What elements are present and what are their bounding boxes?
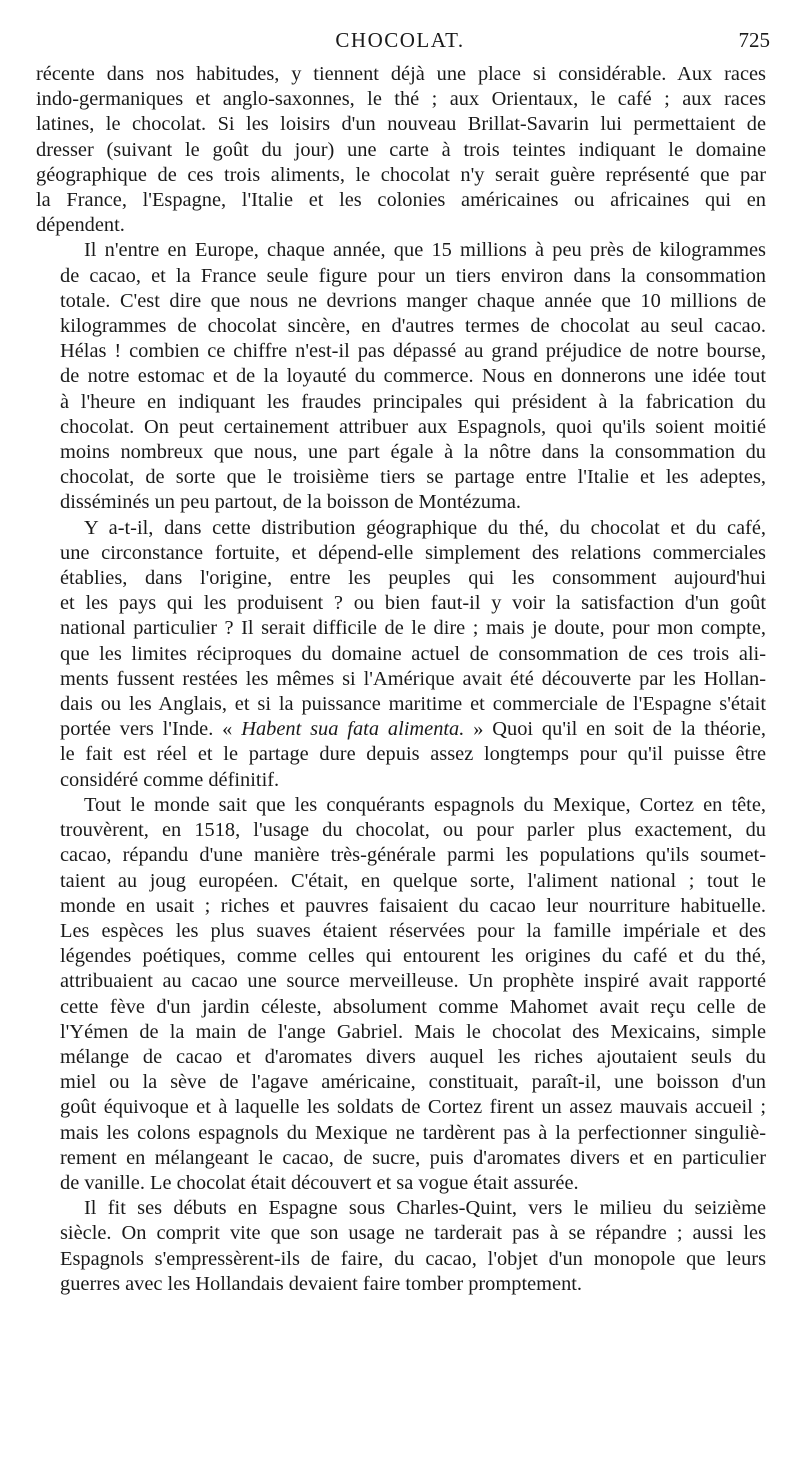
text-line: Espagnols s'empressèrent-ils de faire, du cacao, l'objet d'un monopole que leurs: [60, 1247, 766, 1270]
page-number: 725: [738, 28, 770, 52]
text-line: géographique de ces trois aliments, le chocolat n'y serait guère représenté que par: [36, 163, 766, 186]
text-line: Tout le monde sait que les conquérants espagnols du Mexique, Cortez en tête,: [84, 793, 766, 816]
text-line: portée vers l'Inde. « Habent sua fata alimenta. » Quoi qu'il en soit de la théorie,: [60, 718, 767, 741]
text-line: goût équivoque et à laquelle les soldats de Cortez firent un assez mauvais accueil ;: [60, 1096, 766, 1119]
text-line: attribuaient au cacao une source merveilleuse. Un prophète inspiré avait rapporté: [60, 970, 766, 993]
text-line: à l'heure en indiquant les fraudes principales qui président à la fabrication du: [60, 390, 766, 413]
text-line: Les espèces les plus suaves étaient réservées pour la famille impériale et des: [60, 919, 766, 942]
text-line: latines, le chocolat. Si les loisirs d'un nouveau Brillat-Savarin lui permettaient de: [36, 113, 766, 136]
text-line: mais les colons espagnols du Mexique ne tardèrent pas à la perfectionner singuliè-: [60, 1121, 766, 1144]
text-line: cacao, répandu d'une manière très-générale parmi les populations qu'ils soumet-: [60, 844, 766, 867]
paragraph: [36, 516, 766, 793]
text-line: de notre estomac et de la loyauté du commerce. Nous en donnerons une idée tout: [60, 365, 766, 388]
text-line: et les pays qui les produisent ? ou bien faut-il y voir la satisfaction d'un goût: [60, 592, 766, 615]
text-line: Hélas ! combien ce chiffre n'est-il pas dépassé au grand préjudice de notre bourse,: [60, 340, 766, 363]
text-line: mélange de cacao et d'aromates divers auquel les riches ajoutaient seuls du: [60, 1045, 766, 1068]
paragraph: [36, 62, 766, 238]
text-line: chocolat, de sorte que le troisième tiers se partage entre l'Italie et les adeptes,: [60, 466, 766, 489]
text-line: trouvèrent, en 1518, l'usage du chocolat, ou pour parler plus exactement, du: [60, 819, 766, 842]
text-line: cette fève d'un jardin céleste, absolument comme Mahomet avait reçu celle de: [60, 995, 766, 1018]
text-line: siècle. On comprit vite que son usage ne tarderait pas à se répandre ; aussi les: [60, 1222, 766, 1245]
text-line: le fait est réel et le partage dure depuis assez longtemps pour qu'il puisse être: [60, 743, 766, 766]
text-line: dais ou les Anglais, et si la puissance maritime et commerciale de l'Espagne s'était: [60, 693, 766, 716]
text-line: une circonstance fortuite, et dépend-elle simplement des relations commerciales: [60, 541, 766, 564]
text-line: récente dans nos habitudes, y tiennent déjà une place si considérable. Aux races: [36, 63, 766, 85]
text-line: dresser (suivant le goût du jour) une carte à trois teintes indiquant le domaine: [36, 138, 766, 161]
text-line: légendes poétiques, comme celles qui entourent les origines du café et du thé,: [60, 945, 766, 968]
text-line: kilogrammes de chocolat sincère, en d'autres termes de chocolat au seul cacao.: [60, 315, 766, 338]
text-line: rement en mélangeant le cacao, de sucre, puis d'aromates divers et en particulier: [60, 1146, 766, 1169]
paragraph: [36, 238, 766, 515]
text-line: indo-germaniques et anglo-saxonnes, le thé ; aux Orientaux, le café ; aux races: [36, 88, 766, 111]
text-line: établies, dans l'origine, entre les peuples qui les consomment aujourd'hui: [60, 567, 766, 590]
text-line: la France, l'Espagne, l'Italie et les colonies américaines ou africaines qui en: [36, 189, 766, 212]
text-line: monde en usait ; riches et pauvres faisaient du cacao leur nourriture habituelle.: [60, 894, 766, 917]
text-line: que les limites réciproques du domaine actuel de consommation de ces trois ali-: [60, 642, 766, 665]
text-line: de cacao, et la France seule figure pour un tiers environ dans la consommation: [60, 264, 766, 287]
text-line: ments fussent restées les mêmes si l'Amérique avait été découverte par les Hollan-: [60, 667, 766, 690]
text-line: totale. C'est dire que nous ne devrions manger chaque année que 10 millions de: [60, 289, 766, 312]
text-line: miel ou la sève de l'agave américaine, constituait, paraît-il, une boisson d'un: [60, 1071, 766, 1094]
running-title: CHOCOLAT.: [335, 28, 465, 52]
text-line: taient au joug européen. C'était, en quelque sorte, l'aliment national ; tout le: [60, 869, 766, 892]
text-line: de vanille. Le chocolat était découvert et sa vogue était assurée.: [60, 1171, 579, 1194]
text-line: Y a-t-il, dans cette distribution géographique du thé, du chocolat et du café,: [84, 516, 766, 539]
page-header: [30, 28, 770, 58]
text-line: chocolat. On peut certainement attribuer aux Espagnols, quoi qu'ils soient moitié: [60, 415, 766, 438]
paragraph: [36, 1196, 766, 1297]
text-line: moins nombreux que nous, une part égale à la nôtre dans la consommation du: [60, 441, 766, 464]
text-line: l'Yémen de la main de l'ange Gabriel. Mais le chocolat des Mexicains, simple: [60, 1020, 766, 1043]
text-line: dépendent.: [36, 214, 125, 237]
text-line: guerres avec les Hollandais devaient faire tomber promptement.: [60, 1272, 583, 1295]
text-line: Il n'entre en Europe, chaque année, que 15 millions à peu près de kilogrammes: [84, 239, 766, 262]
text-line: national particulier ? Il serait difficile de le dire ; mais je doute, pour mon compte,: [60, 617, 766, 640]
text-line: Il fit ses débuts en Espagne sous Charles-Quint, vers le milieu du seizième: [84, 1197, 766, 1220]
paragraph: [36, 793, 766, 1196]
text-line: considéré comme définitif.: [60, 768, 280, 791]
body-text: [36, 62, 766, 1297]
text-line: disséminés un peu partout, de la boisson de Montézuma.: [60, 491, 521, 514]
